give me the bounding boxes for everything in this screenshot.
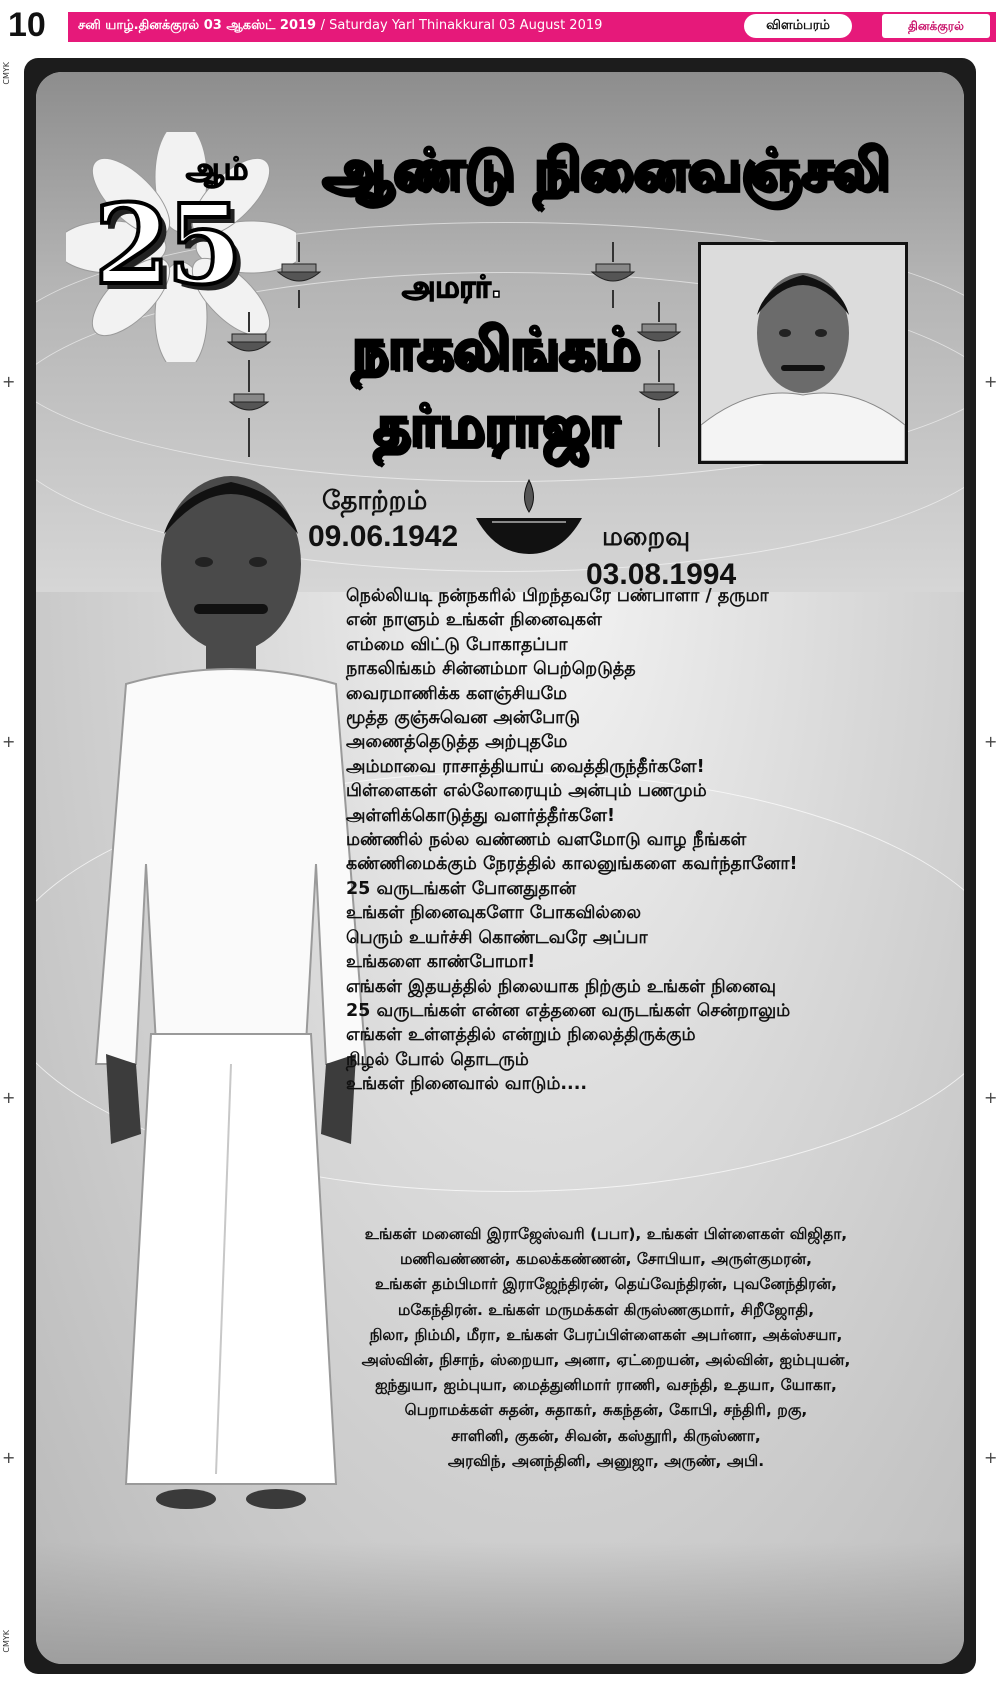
poem-line: உங்கள் நினைவுகளோ போகவில்லை <box>346 903 642 924</box>
poem-line: நாகலிங்கம் சின்னம்மா பெற்றெடுத்த <box>346 659 636 680</box>
family-line: உங்கள் தம்பிமார் இராஜேந்திரன், தெய்வேந்திரன், புவனேந்திரன், <box>374 1275 838 1294</box>
family-members <box>276 1222 936 1474</box>
poem-line: 25 வருடங்கள் போனதுதான் <box>346 878 576 899</box>
page-header <box>0 0 1000 50</box>
name-second-line: தர்மராஜா <box>373 394 619 459</box>
death-label: மறைவு <box>602 522 691 552</box>
death-date: 03.08.1994 <box>586 558 737 591</box>
poem-line: கண்ணிமைக்கும் நேரத்தில் காலனுங்களை கவர்ந்தானோ! <box>346 854 798 875</box>
registration-mark-icon: + <box>2 372 16 391</box>
oil-lamp-icon <box>472 476 586 556</box>
anniversary-number: 25 <box>94 180 240 309</box>
poem-line: அம்மாவை ராசாத்தியாய் வைத்திருந்தீர்களே! <box>346 756 705 777</box>
hanging-lamp-icon <box>272 242 326 312</box>
birth-label: தோற்றம் <box>322 486 428 516</box>
notice-title: ஆண்டு நினைவஞ்சலி <box>322 138 890 203</box>
family-line: நிலா, நிம்மி, மீரா, உங்கள் பேரப்பிள்ளைகள் அபர்னா, அக்ஸ்சயா, <box>369 1325 843 1344</box>
birth-date: 09.06.1942 <box>308 520 459 553</box>
registration-mark-icon: + <box>2 1088 16 1107</box>
cmyk-print-mark-bottom: CMYK <box>2 1630 11 1653</box>
poem-line: உங்களை காண்போமா! <box>346 952 536 973</box>
family-line: மணிவண்ணன், கமலக்கண்ணன், சோபியா, அருள்குமரன், <box>399 1250 813 1269</box>
tribute-poem <box>346 584 946 1097</box>
portrait-photo-small <box>698 242 908 464</box>
poem-line: எங்கள் உள்ளத்தில் என்றும் நிலைத்திருக்கும் <box>346 1025 696 1046</box>
registration-mark-icon: + <box>984 372 998 391</box>
hanging-lamp-icon <box>222 312 276 462</box>
registration-mark-icon: + <box>2 732 16 751</box>
memorial-notice <box>36 72 964 1664</box>
poem-line: மண்ணில் நல்ல வண்ணம் வளமோடு வாழ நீங்கள் <box>346 830 747 851</box>
family-line: அஸ்வின், நிசாந், ஸ்றையா, அனா, ஏட்றையன், அல்வின், ஐம்புயன், <box>361 1351 851 1370</box>
honorific: அமரர். <box>402 270 503 305</box>
poem-line: வைரமாணிக்க களஞ்சியமே <box>346 683 568 704</box>
poem-line: 25 வருடங்கள் என்ன எத்தனை வருடங்கள் சென்றாலும் <box>346 1000 791 1021</box>
dateline-english: / Saturday Yarl Thinakkural 03 August 2019 <box>320 18 603 33</box>
bottom-decoration <box>36 1542 964 1664</box>
family-line: ஐந்துயா, ஐம்புயா, மைத்துனிமார் ராணி, வசந்தி, உதயா, யோகா, <box>375 1376 837 1395</box>
family-line: சாளினி, குகன், சிவன், கஸ்தூரி, கிருஸ்ணா, <box>451 1426 761 1445</box>
page-number: 10 <box>8 6 46 44</box>
poem-line: மூத்த குஞ்சுவென அன்போடு <box>346 708 580 729</box>
poem-line: பெரும் உயர்ச்சி கொண்டவரே அப்பா <box>346 927 648 948</box>
poem-line: உங்கள் நினைவால் வாடும்.... <box>346 1074 588 1095</box>
registration-mark-icon: + <box>984 1448 998 1467</box>
registration-mark-icon: + <box>2 1448 16 1467</box>
dateline-tamil: சனி யாழ்.தினக்குரல் 03 ஆகஸ்ட் 2019 <box>78 18 317 33</box>
name-first-line: நாகலிங்கம் <box>352 317 640 382</box>
newspaper-logo: தினக்குரல் <box>882 14 990 38</box>
poem-line: அள்ளிக்கொடுத்து வளர்த்தீர்களே! <box>346 805 616 826</box>
poem-line: எங்கள் இதயத்தில் நிலையாக நிற்கும் உங்கள் நினைவு <box>346 976 776 997</box>
cmyk-print-mark-top: CMYK <box>2 62 11 85</box>
poem-line: என் நாளும் உங்கள் நினைவுகள் <box>346 610 602 631</box>
family-line: உங்கள் மனைவி இராஜேஸ்வரி (பபா), உங்கள் பிள்ளைகள் விஜிதா, <box>364 1225 848 1243</box>
family-line: பெறாமக்கள் சுதன், சுதாகர், சுகந்தன், கோபி, சந்திரி, றகு, <box>404 1401 808 1420</box>
registration-mark-icon: + <box>984 732 998 751</box>
poem-line: பிள்ளைகள் எல்லோரையும் அன்பும் பணமும் <box>346 781 707 802</box>
anniversary-suffix: ஆம் <box>186 152 249 187</box>
dateline <box>78 18 602 34</box>
registration-mark-icon: + <box>984 1088 998 1107</box>
section-label: விளம்பரம் <box>744 14 852 38</box>
poem-line: அணைத்தெடுத்த அற்புதமே <box>346 732 568 753</box>
family-line: அரவிந், அனந்தினி, அனுஜா, அருண், அபி. <box>447 1451 765 1470</box>
poem-line: எம்மை விட்டு போகாதப்பா <box>346 634 568 655</box>
family-line: மகேந்திரன். உங்கள் மருமக்கள் கிருஸ்ணகுமார், சிறீஜோதி, <box>397 1300 815 1319</box>
poem-line: நெல்லியடி நன்நகரில் பிறந்தவரே பண்பாளா / தருமா <box>346 586 769 606</box>
poem-line: நிழல் போல் தொடரும் <box>346 1049 529 1070</box>
